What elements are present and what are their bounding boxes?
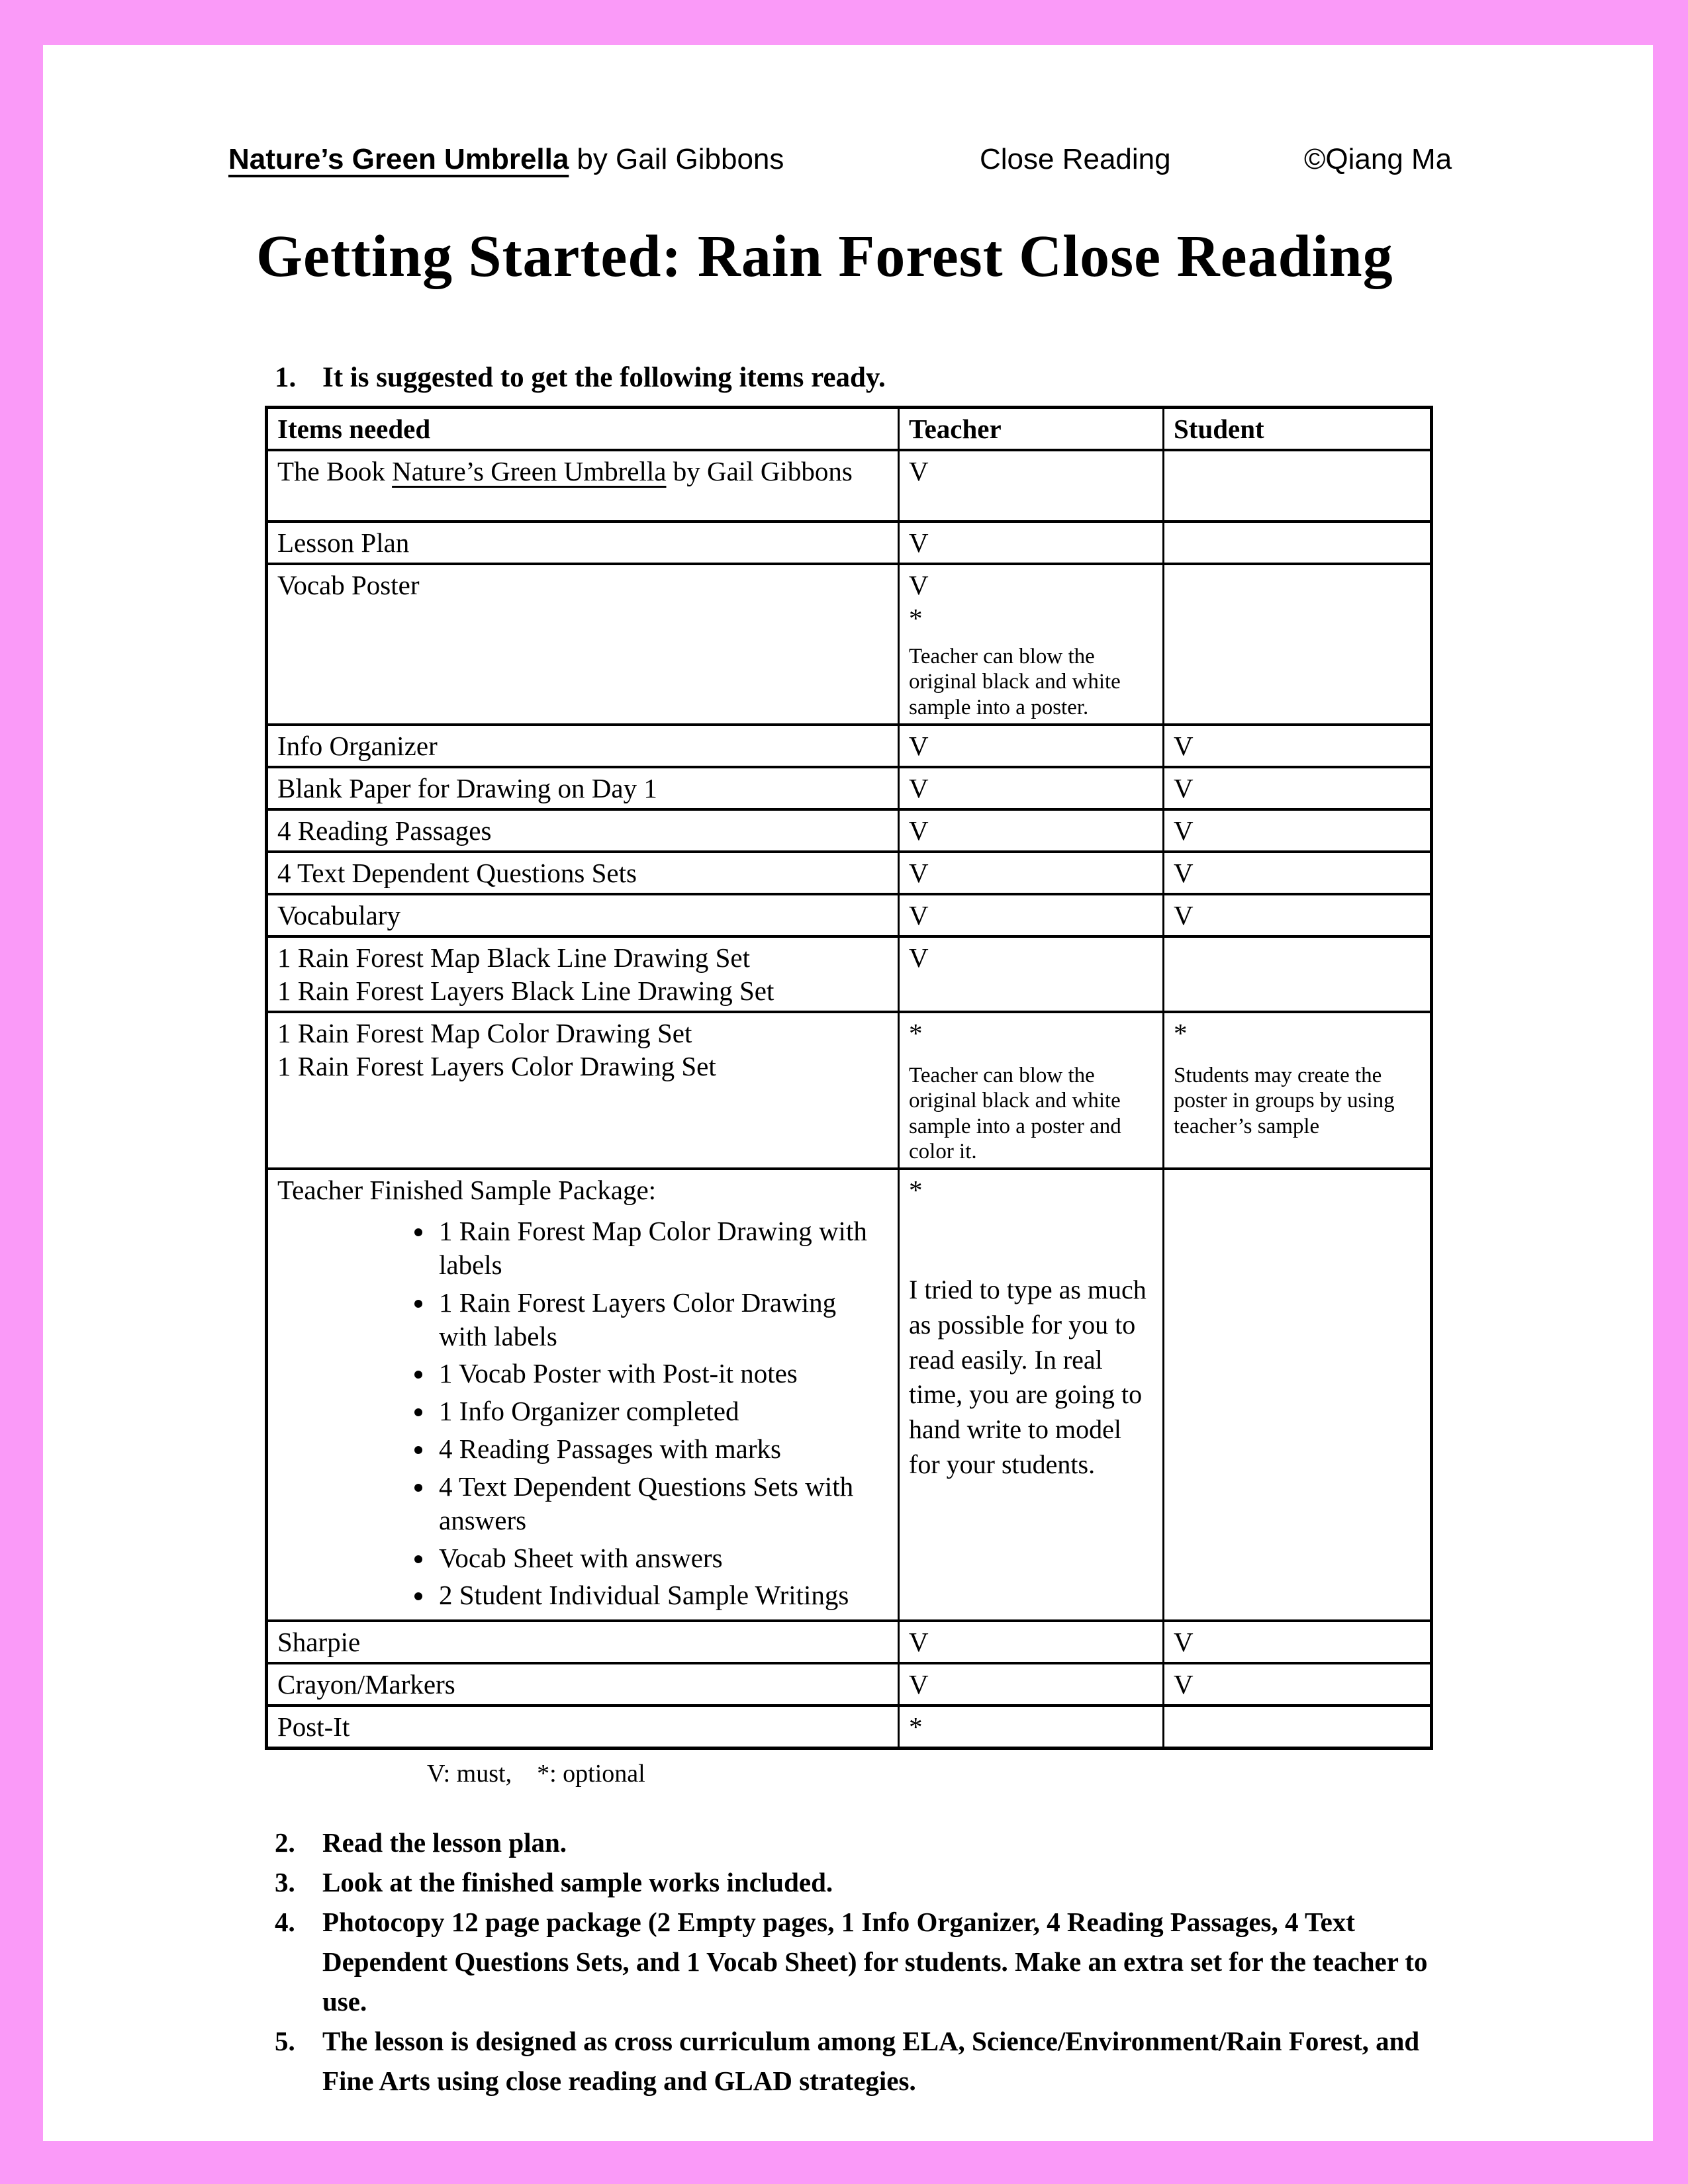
steps-list bbox=[275, 1823, 1456, 2101]
package-bullet-list bbox=[277, 1214, 888, 1612]
table-row bbox=[267, 1706, 1432, 1749]
student-note: Students may create the poster in groups by using teacher’s sample bbox=[1174, 1063, 1395, 1138]
student-mark: V bbox=[1174, 857, 1194, 888]
column-header-student: Student bbox=[1164, 408, 1432, 451]
table-legend: V: must, *: optional bbox=[427, 1760, 645, 1788]
item-cell: 4 Reading Passages bbox=[267, 809, 899, 852]
teacher-cell bbox=[899, 1706, 1164, 1749]
teacher-note: I tried to type as much as possible for you to read easily. In real time, you are going to hand write to model for your students. bbox=[909, 1275, 1147, 1480]
student-cell bbox=[1164, 1621, 1432, 1663]
item-cell: Vocab Poster bbox=[267, 564, 899, 725]
teacher-mark: V bbox=[909, 527, 929, 559]
teacher-cell bbox=[899, 1012, 1164, 1169]
table-row bbox=[267, 522, 1432, 564]
table-row bbox=[267, 852, 1432, 894]
book-title: Nature’s Green Umbrella bbox=[228, 143, 569, 175]
step-text: The lesson is designed as cross curriculum among ELA, Science/Environment/Rain Forest, and Fine Arts using close reading and GLAD strategies. bbox=[322, 2026, 1420, 2097]
student-mark: V bbox=[1174, 1669, 1194, 1700]
step-1 bbox=[275, 361, 886, 394]
step-text: Read the lesson plan. bbox=[322, 1827, 567, 1858]
package-bullet: • 1 Rain Forest Layers Color Drawing with labels bbox=[435, 1286, 888, 1353]
teacher-note: Teacher can blow the original black and white sample into a poster and color it. bbox=[909, 1063, 1121, 1163]
step-2 bbox=[275, 1823, 1456, 1862]
item-text-prefix: The Book bbox=[277, 456, 385, 487]
step-number: 4. bbox=[275, 1907, 295, 1938]
teacher-mark: V bbox=[909, 570, 929, 601]
teacher-mark: V bbox=[909, 1669, 929, 1700]
student-cell bbox=[1164, 564, 1432, 725]
step-number: 5. bbox=[275, 2026, 295, 2057]
student-mark: V bbox=[1174, 815, 1194, 846]
step-number: 3. bbox=[275, 1867, 295, 1898]
copyright-notice: ©Qiang Ma bbox=[1304, 143, 1452, 175]
step-5 bbox=[275, 2021, 1456, 2101]
student-cell bbox=[1164, 1169, 1432, 1621]
teacher-mark: V bbox=[909, 730, 929, 761]
student-star: * bbox=[1174, 1017, 1188, 1048]
teacher-star: * bbox=[909, 603, 923, 634]
content-flow bbox=[265, 406, 1456, 2101]
step-number: 2. bbox=[275, 1827, 295, 1858]
teacher-cell bbox=[899, 894, 1164, 936]
package-bullet: • 1 Vocab Poster with Post-it notes bbox=[435, 1357, 888, 1390]
page-title: Getting Started: Rain Forest Close Reading bbox=[256, 224, 1393, 289]
item-text-suffix: by Gail Gibbons bbox=[673, 456, 853, 487]
step-text: Photocopy 12 page package (2 Empty pages, 1 Info Organizer, 4 Reading Passages, 4 Text Dependent Questions Sets, and 1 Vocab Sheet) for students. Make an extra set for the teacher to use. bbox=[322, 1907, 1428, 2017]
student-cell bbox=[1164, 894, 1432, 936]
package-bullet: • 2 Student Individual Sample Writings bbox=[435, 1578, 888, 1612]
item-cell: 4 Text Dependent Questions Sets bbox=[267, 852, 899, 894]
item-cell bbox=[267, 1169, 899, 1621]
table-row bbox=[267, 1169, 1432, 1621]
teacher-mark: V bbox=[909, 857, 929, 888]
package-bullet: • 4 Text Dependent Questions Sets with answers bbox=[435, 1470, 888, 1537]
student-mark: V bbox=[1174, 772, 1194, 803]
document-page bbox=[43, 45, 1653, 2141]
student-cell bbox=[1164, 809, 1432, 852]
table-row bbox=[267, 1012, 1432, 1169]
item-cell: Crayon/Markers bbox=[267, 1663, 899, 1706]
header-section-label: Close Reading bbox=[980, 143, 1171, 175]
student-mark: V bbox=[1174, 1627, 1194, 1658]
student-cell bbox=[1164, 1012, 1432, 1169]
teacher-mark: V bbox=[909, 1627, 929, 1658]
package-bullet: • 4 Reading Passages with marks bbox=[435, 1432, 888, 1466]
book-author: by Gail Gibbons bbox=[577, 143, 784, 175]
item-cell: Sharpie bbox=[267, 1621, 899, 1663]
item-line: 1 Rain Forest Map Color Drawing Set bbox=[277, 1017, 692, 1048]
package-bullet: • 1 Rain Forest Map Color Drawing with labels bbox=[435, 1214, 888, 1282]
teacher-mark: V bbox=[909, 815, 929, 846]
header-book-reference bbox=[228, 143, 784, 176]
teacher-note: Teacher can blow the original black and white sample into a poster. bbox=[909, 645, 1121, 719]
student-cell bbox=[1164, 1663, 1432, 1706]
item-line: 1 Rain Forest Layers Color Drawing Set bbox=[277, 1050, 716, 1081]
item-line: 1 Rain Forest Layers Black Line Drawing Set bbox=[277, 975, 774, 1006]
teacher-cell bbox=[899, 450, 1164, 522]
column-header-teacher: Teacher bbox=[899, 408, 1164, 451]
teacher-cell bbox=[899, 809, 1164, 852]
table-row bbox=[267, 564, 1432, 725]
package-bullet: • 1 Info Organizer completed bbox=[435, 1394, 888, 1428]
table-row bbox=[267, 894, 1432, 936]
teacher-cell bbox=[899, 522, 1164, 564]
step-text: It is suggested to get the following items ready. bbox=[322, 362, 886, 393]
table-row bbox=[267, 809, 1432, 852]
teacher-cell bbox=[899, 936, 1164, 1012]
student-cell bbox=[1164, 1706, 1432, 1749]
item-cell: Blank Paper for Drawing on Day 1 bbox=[267, 767, 899, 809]
student-cell bbox=[1164, 852, 1432, 894]
student-cell bbox=[1164, 522, 1432, 564]
teacher-cell bbox=[899, 852, 1164, 894]
teacher-mark: V bbox=[909, 899, 929, 931]
table-row bbox=[267, 936, 1432, 1012]
student-cell bbox=[1164, 767, 1432, 809]
teacher-cell bbox=[899, 767, 1164, 809]
teacher-cell bbox=[899, 725, 1164, 767]
item-cell bbox=[267, 936, 899, 1012]
item-cell bbox=[267, 450, 899, 522]
items-needed-table bbox=[265, 406, 1433, 1750]
step-3 bbox=[275, 1862, 1456, 1902]
table-header-row bbox=[267, 408, 1432, 451]
teacher-star: * bbox=[909, 1017, 923, 1048]
item-cell: Lesson Plan bbox=[267, 522, 899, 564]
item-cell bbox=[267, 1012, 899, 1169]
item-cell: Post-It bbox=[267, 1706, 899, 1749]
column-header-items: Items needed bbox=[267, 408, 899, 451]
student-mark: V bbox=[1174, 899, 1194, 931]
teacher-mark: V bbox=[909, 456, 929, 487]
step-4 bbox=[275, 1902, 1456, 2021]
table-row bbox=[267, 1663, 1432, 1706]
teacher-cell bbox=[899, 1169, 1164, 1621]
item-cell: Info Organizer bbox=[267, 725, 899, 767]
table-row bbox=[267, 450, 1432, 522]
table-row bbox=[267, 725, 1432, 767]
student-mark: V bbox=[1174, 730, 1194, 761]
teacher-cell bbox=[899, 1621, 1164, 1663]
teacher-star: * bbox=[909, 1175, 923, 1206]
item-cell: Vocabulary bbox=[267, 894, 899, 936]
student-cell bbox=[1164, 450, 1432, 522]
teacher-mark: V bbox=[909, 942, 929, 973]
student-cell bbox=[1164, 936, 1432, 1012]
teacher-star: * bbox=[909, 1711, 923, 1743]
package-bullet: • Vocab Sheet with answers bbox=[435, 1541, 888, 1575]
teacher-cell bbox=[899, 1663, 1164, 1706]
student-cell bbox=[1164, 725, 1432, 767]
teacher-cell bbox=[899, 564, 1164, 725]
table-row bbox=[267, 767, 1432, 809]
teacher-mark: V bbox=[909, 772, 929, 803]
table-row bbox=[267, 1621, 1432, 1663]
item-line: 1 Rain Forest Map Black Line Drawing Set bbox=[277, 942, 750, 973]
step-number: 1. bbox=[275, 362, 297, 393]
step-text: Look at the finished sample works included. bbox=[322, 1867, 833, 1898]
package-heading: Teacher Finished Sample Package: bbox=[277, 1175, 657, 1206]
item-book-title: Nature’s Green Umbrella bbox=[392, 456, 667, 487]
